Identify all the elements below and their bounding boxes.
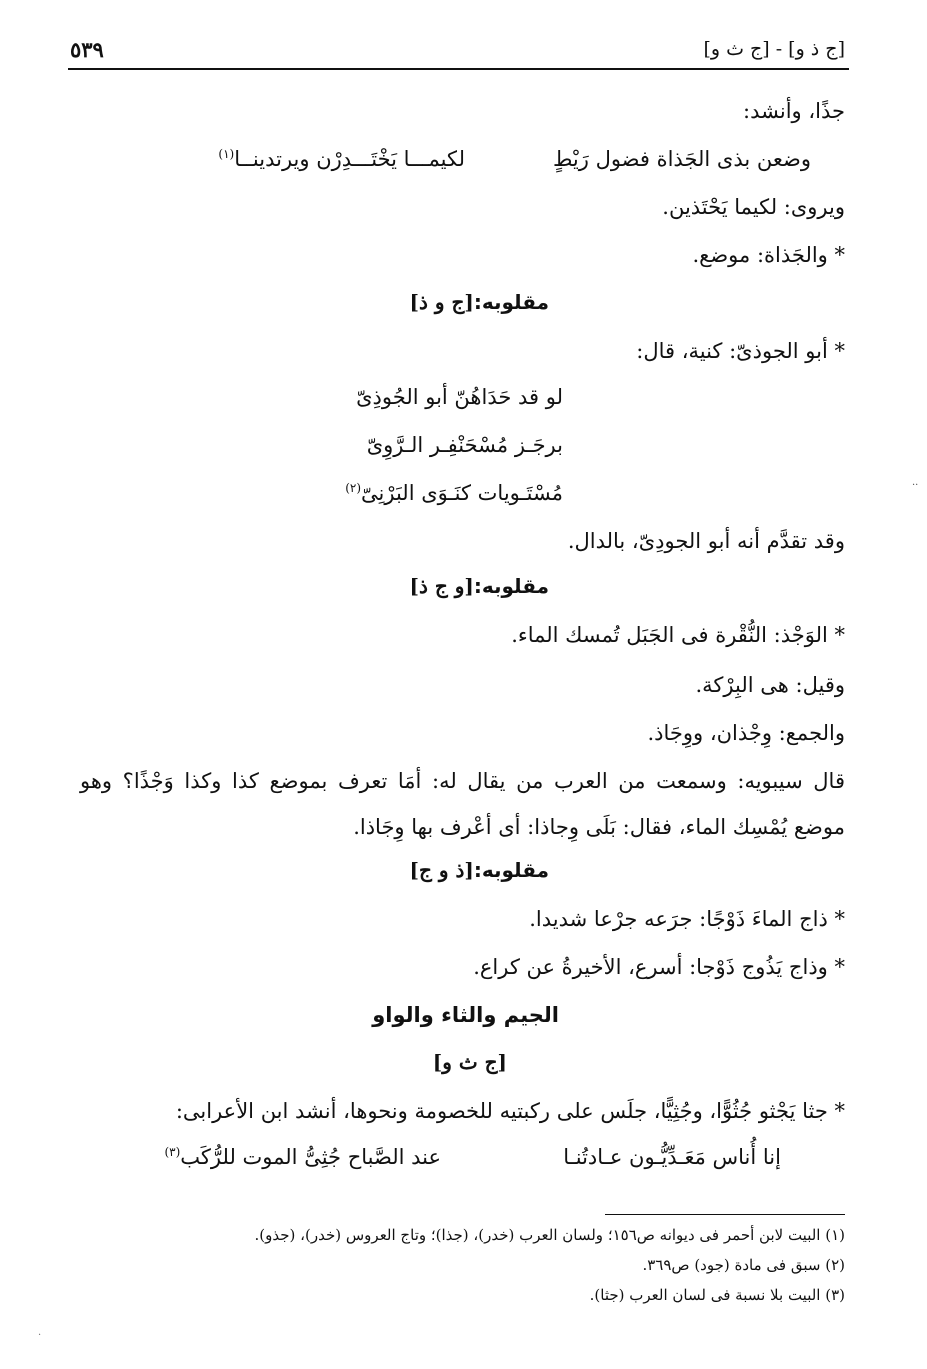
footnote: (٣) البيت بلا نسبة فى لسان العرب (جثا). bbox=[589, 1286, 845, 1304]
entry-line: * جثا يَجْثو جُثُوًّا، وجُثِيًّا، جلَس على ركبتيه للخصومة ونحوها، أنشد ابن الأعرابى: bbox=[175, 1099, 845, 1123]
scan-speck: ·· bbox=[912, 480, 919, 491]
verse-second-hemistich bbox=[218, 144, 465, 174]
entry-line: * وذاج يَذُوج ذَوْجا: أسرع، الأخيرةُ عن كراع. bbox=[473, 955, 845, 979]
verse-line bbox=[345, 478, 563, 508]
footnote: (١) البيت لابن أحمر فى ديوانه ص١٥٦؛ ولسان العرب (خدر)، (جذا)؛ وتاج العروس (خدر)، (جذو). bbox=[254, 1226, 845, 1244]
verse-text: عند الصَّباح جُثِىُّ الموت للرُّكَب bbox=[180, 1145, 441, 1169]
heading-root: [ج و ذ] bbox=[409, 290, 474, 314]
section-heading bbox=[410, 574, 549, 598]
verse-text: لكيمـــا يَخْتَـــدِرْن ويرتدينــا bbox=[234, 147, 465, 171]
entry-line: * أبو الجوذىّ: كنية، قال: bbox=[636, 339, 845, 363]
verse-first-hemistich: إنا أُناس مَعَـدِّيُّـون عـادتُنـا bbox=[563, 1145, 781, 1169]
text-line: موضع يُمْسِك الماء، فقال: بَلَى وِجاذا: أى أعْرف بها وِجَاذا. bbox=[353, 815, 845, 839]
text-line: ويروى: لكيما يَحْتَذين. bbox=[662, 195, 845, 219]
heading-label: مقلوبه: bbox=[473, 858, 549, 882]
heading-label: مقلوبه: bbox=[473, 290, 549, 314]
chapter-title-text: الجيم والثاء والواو bbox=[372, 1003, 559, 1027]
verse-line: لو قد حَدَاهُنّ أبو الجُوذِىّ bbox=[356, 385, 563, 409]
heading-root: [ج ث و] bbox=[432, 1050, 507, 1074]
running-head: [ج ذ و] - [ج ث و] bbox=[703, 38, 845, 60]
footnote: (٢) سبق فى مادة (جود) ص٣٦٩. bbox=[642, 1256, 845, 1274]
entry-line: * الوَجْذ: النُّقْرة فى الجَبَل تُمسك الماء. bbox=[511, 623, 845, 647]
header-rule bbox=[68, 68, 849, 70]
chapter-title bbox=[372, 1002, 559, 1027]
footnote-marker: (٢) bbox=[345, 481, 362, 495]
verse-second-hemistich bbox=[164, 1142, 441, 1172]
heading-label: مقلوبه: bbox=[473, 574, 549, 598]
section-heading bbox=[410, 858, 549, 882]
footnote-marker: (٣) bbox=[164, 1145, 181, 1159]
section-heading bbox=[410, 290, 549, 314]
entry-line: * ذاج الماءَ ذَوْجًا: جرَعه جرْعا شديدا. bbox=[529, 907, 845, 931]
page-number: ٥٣٩ bbox=[70, 37, 104, 62]
heading-root: [و ج ذ] bbox=[409, 574, 474, 598]
text-line: وقد تقدَّم أنه أبو الجودِىّ، بالدال. bbox=[567, 529, 845, 553]
scan-speck: · bbox=[38, 1330, 42, 1341]
footnote-marker: (١) bbox=[218, 147, 235, 161]
text-line-justified: قال سيبويه: وسمعت من العرب من يقال له: أمَا تعرف بموضع كذا وكذا وَجْذًا؟ وهو bbox=[80, 769, 845, 793]
verse-first-hemistich: وضعن بذى الجَذاة فضول رَيْطٍ bbox=[552, 147, 811, 171]
text-line: وقيل: هى البِرْكة. bbox=[695, 673, 845, 697]
entry-line: * والجَذاة: موضع. bbox=[692, 243, 845, 267]
footnote-rule bbox=[605, 1214, 845, 1215]
heading-root: [ذ و ج] bbox=[409, 858, 474, 882]
verse-text: مُسْتَـويات كنَـوَى البَرْنِىّ bbox=[361, 481, 563, 505]
verse-line: برجَـز مُسْحَنْفِـر الـرَّوِىّ bbox=[366, 433, 563, 457]
text-line: جذًا، وأنشد: bbox=[743, 99, 845, 123]
text-line: والجمع: وِجْذان، ووِجَاذ. bbox=[647, 721, 845, 745]
section-heading bbox=[433, 1050, 507, 1074]
